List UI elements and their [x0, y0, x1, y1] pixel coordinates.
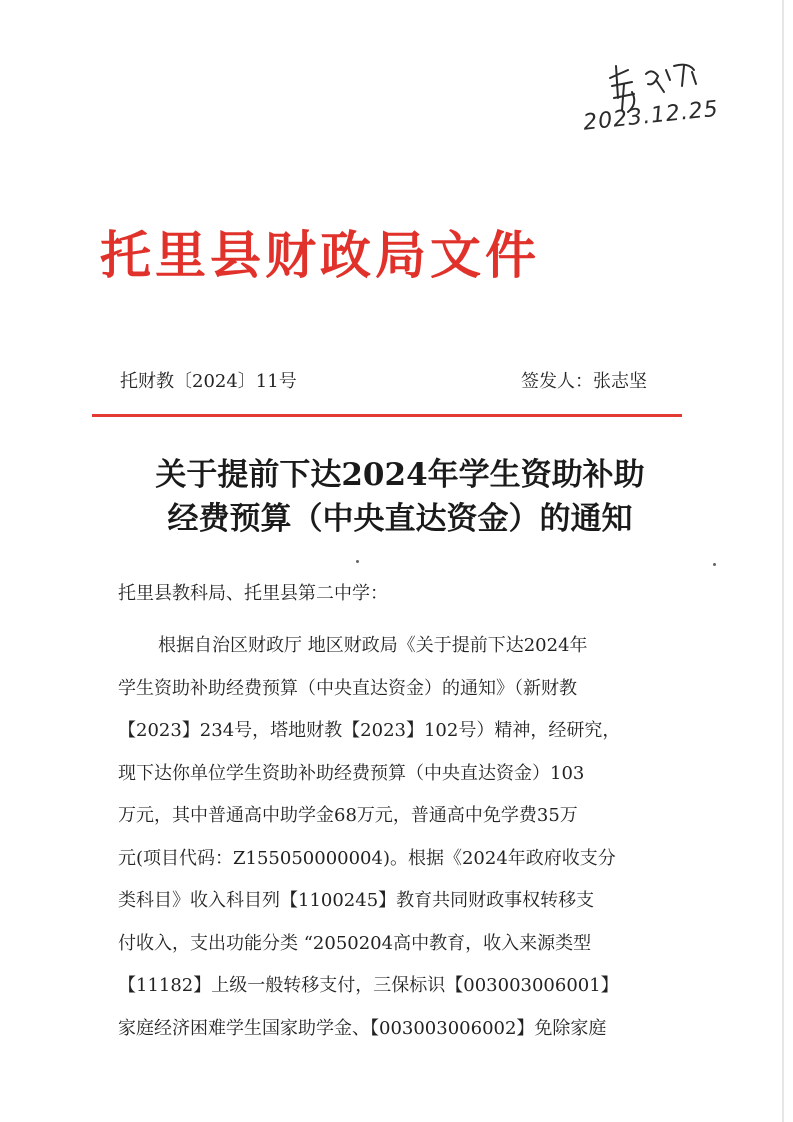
- handwritten-date: 2023.12.25: [582, 96, 720, 136]
- scan-speck: [713, 563, 716, 566]
- scan-speck: [356, 560, 359, 563]
- body-line: 【11182】上级一般转移支付，三保标识【003003006001】: [118, 975, 619, 996]
- body-line: 【2023】234号，塔地财教【2023】102号）精神，经研究，: [118, 720, 621, 741]
- body-line: 元(项目代码：Z155050000004)。根据《2024年政府收支分: [118, 847, 616, 869]
- notice-title-line: 经费预算（中央直达资金）的通知: [167, 501, 633, 537]
- document-number: 托财教〔2024〕11号: [120, 371, 297, 392]
- page-edge-shadow: [782, 0, 784, 1122]
- body-line: 万元，其中普通高中助学金68万元，普通高中免学费35万: [118, 805, 578, 826]
- body-text: [118, 625, 678, 1050]
- notice-title: [110, 453, 690, 541]
- document-header-title: 托里县财政局文件: [100, 226, 541, 286]
- body-line: 家庭经济困难学生国家助学金、【003003006002】免除家庭: [118, 1017, 607, 1039]
- recipients-line: 托里县教科局、托里县第二中学：: [118, 583, 388, 604]
- issuer-signatory: 签发人：张志坚: [521, 371, 647, 392]
- body-line: 付收入，支出功能分类 “2050204高中教育，收入来源类型: [118, 932, 592, 954]
- notice-title-line: 关于提前下达2024年学生资助补助: [155, 457, 645, 493]
- body-line: 根据自治区财政厅 地区财政局《关于提前下达2024年: [158, 635, 588, 656]
- body-line: 学生资助补助经费预算（中央直达资金）的通知》（新财教: [118, 677, 577, 699]
- red-divider-line: [92, 414, 682, 417]
- body-line: 现下达你单位学生资助补助经费预算（中央直达资金）103: [118, 762, 585, 784]
- body-line: 类科目》收入科目列【1100245】教育共同财政事权转移支: [118, 890, 595, 911]
